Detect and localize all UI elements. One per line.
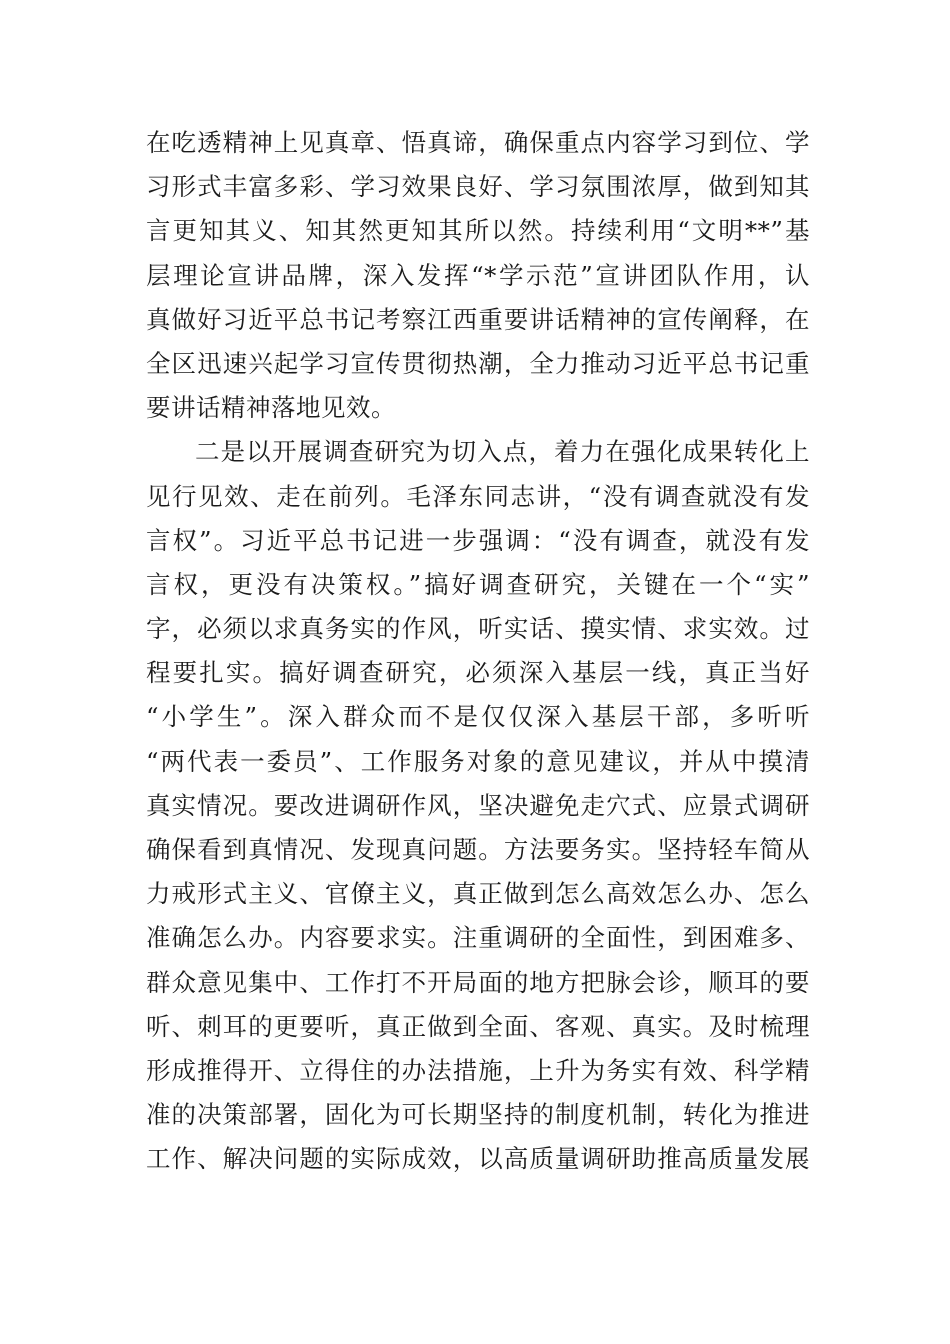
text-line: 见行见效、走在前列。毛泽东同志讲，“没有调查就没有发 — [146, 481, 810, 511]
text-line: 在吃透精神上见真章、悟真谛，确保重点内容学习到位、学 — [146, 128, 810, 157]
text-line: 言更知其义、知其然更知其所以然。持续利用“文明**”基 — [146, 216, 810, 246]
paragraph-start-line: 二是以开展调查研究为切入点，着力在强化成果转化上 — [195, 437, 810, 467]
text-line: 言权，更没有决策权。”搞好调查研究，关键在一个“实” — [146, 569, 810, 599]
text-line: 形成推得开、立得住的办法措施，上升为务实有效、科学精 — [146, 1055, 810, 1085]
text-line: 力戒形式主义、官僚主义，真正做到怎么高效怎么办、怎么 — [146, 879, 810, 909]
text-line: 真实情况。要改进调研作风，坚决避免走穴式、应景式调研 — [146, 790, 810, 820]
text-line: 程要扎实。搞好调查研究，必须深入基层一线，真正当好 — [146, 658, 810, 688]
text-line: 言权”。习近平总书记进一步强调：“没有调查，就没有发 — [146, 525, 810, 555]
text-line: 习形式丰富多彩、学习效果良好、学习氛围浓厚，做到知其 — [146, 172, 810, 202]
text-line: 要讲话精神落地见效。 — [146, 393, 396, 423]
text-line: 准确怎么办。内容要求实。注重调研的全面性，到困难多、 — [146, 923, 810, 953]
body-text — [146, 121, 810, 1182]
text-line: 全区迅速兴起学习宣传贯彻热潮，全力推动习近平总书记重 — [146, 348, 810, 378]
text-line: 群众意见集中、工作打不开局面的地方把脉会诊，顺耳的要 — [146, 967, 810, 997]
text-line: 层理论宣讲品牌，深入发挥“*学示范”宣讲团队作用，认 — [146, 260, 810, 290]
text-line: 准的决策部署，固化为可长期坚持的制度机制，转化为推进 — [146, 1100, 810, 1130]
text-line: 字，必须以求真务实的作风，听实话、摸实情、求实效。过 — [146, 614, 810, 644]
text-line: 确保看到真情况、发现真问题。方法要务实。坚持轻车简从 — [146, 835, 810, 864]
text-line: 工作、解决问题的实际成效，以高质量调研助推高质量发展 — [146, 1144, 810, 1174]
text-line: “两代表一委员”、工作服务对象的意见建议，并从中摸清 — [146, 746, 810, 776]
text-line: “小学生”。深入群众而不是仅仅深入基层干部，多听听 — [146, 702, 810, 732]
text-line: 听、刺耳的更要听，真正做到全面、客观、真实。及时梳理 — [146, 1011, 810, 1041]
text-line: 真做好习近平总书记考察江西重要讲话精神的宣传阐释，在 — [146, 304, 810, 334]
